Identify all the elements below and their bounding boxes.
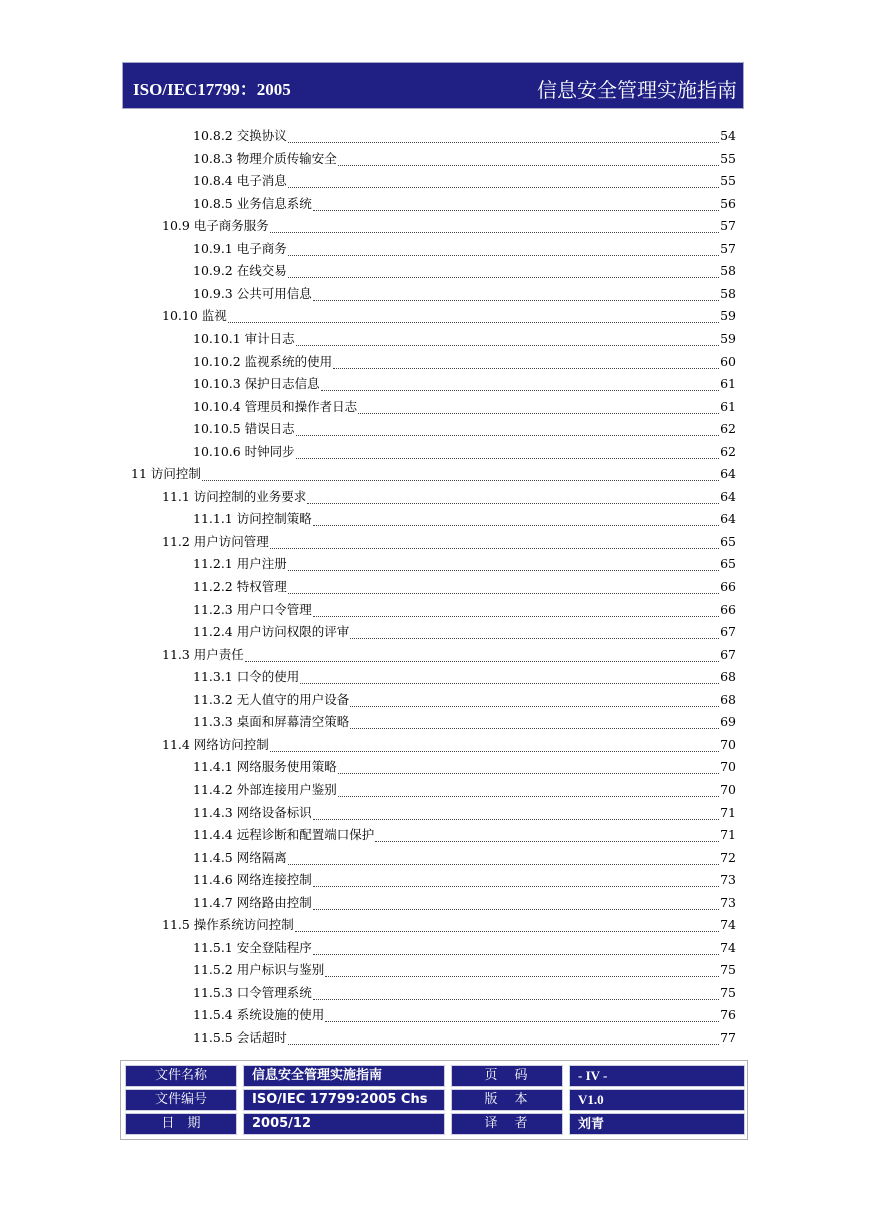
- footer-label-version: 版 本: [451, 1089, 563, 1111]
- toc-entry[interactable]: [193, 126, 736, 148]
- toc-entry-page: 60: [720, 354, 736, 369]
- toc-entry-page: 77: [720, 1030, 736, 1045]
- toc-entry-title: 10.10 监视: [162, 308, 227, 323]
- toc-entry-title: 10.9.3 公共可用信息: [193, 286, 312, 301]
- toc-entry-page: 55: [720, 173, 736, 188]
- toc-entry-title: 10.8.5 业务信息系统: [193, 196, 312, 211]
- toc-entry-page: 59: [720, 308, 736, 323]
- toc-leader-dots: [350, 728, 719, 729]
- toc-entry[interactable]: [193, 690, 736, 712]
- toc-entry-page: 67: [720, 647, 736, 662]
- toc-entry-page: 61: [720, 399, 736, 414]
- toc-leader-dots: [350, 638, 719, 639]
- toc-leader-dots: [333, 368, 719, 369]
- toc-leader-dots: [245, 661, 719, 662]
- toc-entry-page: 67: [720, 624, 736, 639]
- toc-entry-page: 74: [720, 940, 736, 955]
- toc-entry-title: 11.4.2 外部连接用户鉴别: [193, 782, 337, 797]
- toc-leader-dots: [338, 773, 719, 774]
- footer-label-page: 页 码: [451, 1065, 563, 1087]
- toc-entry[interactable]: [193, 893, 736, 915]
- toc-entry[interactable]: [162, 645, 736, 667]
- footer-value-filename: 信息安全管理实施指南: [243, 1065, 445, 1087]
- toc-entry-title: 11.5.1 安全登陆程序: [193, 940, 312, 955]
- toc-entry[interactable]: [193, 780, 736, 802]
- toc-leader-dots: [313, 954, 719, 955]
- toc-entry[interactable]: [193, 960, 736, 982]
- footer-value-translator: 刘青: [569, 1113, 745, 1135]
- toc-entry-page: 69: [720, 714, 736, 729]
- toc-entry-page: 71: [720, 805, 736, 820]
- toc-entry-page: 70: [720, 759, 736, 774]
- toc-entry[interactable]: [162, 735, 736, 757]
- toc-entry-title: 11.1.1 访问控制策略: [193, 511, 312, 526]
- toc-entry-page: 59: [720, 331, 736, 346]
- toc-leader-dots: [313, 909, 719, 910]
- toc-leader-dots: [338, 165, 719, 166]
- footer-label-translator: 译 者: [451, 1113, 563, 1135]
- toc-entry-title: 11.5.2 用户标识与鉴别: [193, 962, 325, 977]
- toc-entry-page: 56: [720, 196, 736, 211]
- toc-entry-title: 11.5.5 会话超时: [193, 1030, 287, 1045]
- toc-entry-title: 11.4 网络访问控制: [162, 737, 269, 752]
- toc-entry-title: 10.10.3 保护日志信息: [193, 376, 320, 391]
- document-footer: [120, 1060, 748, 1140]
- toc-entry-title: 11.2.4 用户访问权限的评审: [193, 624, 350, 639]
- toc-leader-dots: [338, 796, 719, 797]
- toc-entry-page: 64: [720, 511, 736, 526]
- toc-entry[interactable]: [193, 1028, 736, 1050]
- toc-leader-dots: [350, 706, 719, 707]
- toc-entry[interactable]: [193, 667, 736, 689]
- toc-entry-page: 55: [720, 151, 736, 166]
- toc-entry-title: 11.2.2 特权管理: [193, 579, 287, 594]
- toc-entry-page: 57: [720, 241, 736, 256]
- toc-leader-dots: [288, 255, 719, 256]
- toc-leader-dots: [325, 976, 719, 977]
- toc-entry[interactable]: [131, 464, 736, 486]
- toc-leader-dots: [321, 390, 719, 391]
- toc-entry[interactable]: [193, 397, 736, 419]
- toc-leader-dots: [296, 435, 719, 436]
- toc-entry[interactable]: [193, 757, 736, 779]
- toc-entry-page: 62: [720, 421, 736, 436]
- toc-leader-dots: [288, 570, 719, 571]
- toc-entry-title: 10.8.4 电子消息: [193, 173, 287, 188]
- footer-value-fileno: ISO/IEC 17799:2005 Chs: [243, 1089, 445, 1111]
- toc-entry-page: 61: [720, 376, 736, 391]
- toc-leader-dots: [296, 345, 719, 346]
- toc-entry[interactable]: [193, 239, 736, 261]
- toc-entry[interactable]: [193, 171, 736, 193]
- toc-leader-dots: [288, 1044, 719, 1045]
- toc-leader-dots: [313, 525, 719, 526]
- toc-entry[interactable]: [193, 622, 736, 644]
- toc-entry-page: 70: [720, 737, 736, 752]
- toc-entry-page: 65: [720, 556, 736, 571]
- toc-entry[interactable]: [162, 216, 736, 238]
- toc-entry-page: 66: [720, 579, 736, 594]
- toc-entry[interactable]: [193, 442, 736, 464]
- toc-entry-title: 11.3 用户责任: [162, 647, 244, 662]
- toc-entry-title: 10.10.6 时钟同步: [193, 444, 295, 459]
- toc-leader-dots: [313, 819, 719, 820]
- toc-entry-page: 58: [720, 263, 736, 278]
- toc-entry-page: 73: [720, 895, 736, 910]
- toc-entry[interactable]: [193, 600, 736, 622]
- toc-entry-title: 10.8.3 物理介质传输安全: [193, 151, 337, 166]
- toc-entry-title: 11.4.4 远程诊断和配置端口保护: [193, 827, 375, 842]
- toc-entry[interactable]: [193, 419, 736, 441]
- toc-entry-title: 11.2 用户访问管理: [162, 534, 269, 549]
- footer-value-page: - IV -: [569, 1065, 745, 1087]
- toc-entry[interactable]: [193, 374, 736, 396]
- footer-value-version: V1.0: [569, 1089, 745, 1111]
- footer-label-date: 日 期: [125, 1113, 237, 1135]
- toc-leader-dots: [270, 751, 719, 752]
- toc-leader-dots: [288, 277, 719, 278]
- toc-entry[interactable]: [193, 352, 736, 374]
- toc-entry[interactable]: [193, 712, 736, 734]
- toc-leader-dots: [313, 999, 719, 1000]
- toc-entry-page: 75: [720, 962, 736, 977]
- toc-entry-page: 72: [720, 850, 736, 865]
- toc-leader-dots: [313, 300, 719, 301]
- toc-entry[interactable]: [193, 577, 736, 599]
- toc-entry[interactable]: [193, 554, 736, 576]
- toc-leader-dots: [295, 931, 719, 932]
- toc-entry-title: 11.3.2 无人值守的用户设备: [193, 692, 350, 707]
- toc-entry-page: 76: [720, 1007, 736, 1022]
- toc-entry[interactable]: [162, 487, 736, 509]
- toc-entry-page: 74: [720, 917, 736, 932]
- toc-leader-dots: [288, 864, 719, 865]
- toc-entry-title: 10.9.2 在线交易: [193, 263, 287, 278]
- toc-entry-page: 68: [720, 692, 736, 707]
- toc-entry[interactable]: [193, 194, 736, 216]
- toc-entry-page: 64: [720, 466, 736, 481]
- toc-entry[interactable]: [162, 306, 736, 328]
- toc-entry-title: 11.4.7 网络路由控制: [193, 895, 312, 910]
- toc-leader-dots: [313, 616, 719, 617]
- toc-entry-page: 70: [720, 782, 736, 797]
- toc-entry-title: 11 访问控制: [131, 466, 201, 481]
- toc-entry-title: 11.5.3 口令管理系统: [193, 985, 312, 1000]
- toc-leader-dots: [296, 458, 719, 459]
- toc-entry[interactable]: [193, 825, 736, 847]
- toc-entry-title: 10.10.4 管理员和操作者日志: [193, 399, 358, 414]
- toc-leader-dots: [288, 187, 719, 188]
- toc-entry-title: 11.3.1 口令的使用: [193, 669, 300, 684]
- toc-entry[interactable]: [162, 915, 736, 937]
- toc-entry-title: 11.1 访问控制的业务要求: [162, 489, 307, 504]
- footer-label-filename: 文件名称: [125, 1065, 237, 1087]
- toc-entry-title: 11.4.6 网络连接控制: [193, 872, 312, 887]
- toc-entry-title: 11.4.1 网络服务使用策略: [193, 759, 337, 774]
- toc-entry-title: 10.9 电子商务服务: [162, 218, 269, 233]
- toc-entry-page: 75: [720, 985, 736, 1000]
- toc-entry-title: 11.2.3 用户口令管理: [193, 602, 312, 617]
- toc-leader-dots: [288, 593, 719, 594]
- toc-entry-title: 10.8.2 交换协议: [193, 128, 287, 143]
- toc-entry-title: 11.2.1 用户注册: [193, 556, 287, 571]
- toc-leader-dots: [270, 232, 719, 233]
- toc-entry[interactable]: [193, 803, 736, 825]
- toc-leader-dots: [313, 886, 719, 887]
- toc-entry-page: 66: [720, 602, 736, 617]
- toc-entry-page: 73: [720, 872, 736, 887]
- toc-entry-page: 64: [720, 489, 736, 504]
- document-title: 信息安全管理实施指南: [537, 78, 737, 102]
- toc-entry-page: 57: [720, 218, 736, 233]
- footer-value-date: 2005/12: [243, 1113, 445, 1135]
- toc-leader-dots: [375, 841, 719, 842]
- toc-leader-dots: [202, 480, 719, 481]
- toc-entry[interactable]: [193, 149, 736, 171]
- toc-leader-dots: [307, 503, 719, 504]
- toc-leader-dots: [270, 548, 719, 549]
- toc-entry-title: 11.5 操作系统访问控制: [162, 917, 294, 932]
- toc-entry-page: 68: [720, 669, 736, 684]
- toc-entry[interactable]: [193, 284, 736, 306]
- toc-entry-page: 54: [720, 128, 736, 143]
- toc-entry-page: 71: [720, 827, 736, 842]
- toc-leader-dots: [325, 1021, 719, 1022]
- toc-entry[interactable]: [193, 870, 736, 892]
- standard-title: ISO/IEC17799：2005: [133, 80, 291, 99]
- footer-label-fileno: 文件编号: [125, 1089, 237, 1111]
- toc-entry[interactable]: [193, 938, 736, 960]
- toc-leader-dots: [313, 210, 719, 211]
- toc-entry-title: 11.4.3 网络设备标识: [193, 805, 312, 820]
- toc-leader-dots: [228, 322, 719, 323]
- toc-entry[interactable]: [193, 1005, 736, 1027]
- toc-entry[interactable]: [193, 329, 736, 351]
- toc-entry-title: 10.10.5 错误日志: [193, 421, 295, 436]
- toc-entry-title: 11.4.5 网络隔离: [193, 850, 287, 865]
- toc-entry-title: 10.9.1 电子商务: [193, 241, 287, 256]
- toc-leader-dots: [300, 683, 719, 684]
- toc-entry[interactable]: [162, 532, 736, 554]
- toc-entry-page: 62: [720, 444, 736, 459]
- toc-entry-page: 65: [720, 534, 736, 549]
- toc-leader-dots: [358, 413, 719, 414]
- toc-entry[interactable]: [193, 983, 736, 1005]
- document-header: [122, 62, 744, 109]
- toc-entry-page: 58: [720, 286, 736, 301]
- toc-entry[interactable]: [193, 509, 736, 531]
- toc-leader-dots: [288, 142, 719, 143]
- toc-entry-title: 11.3.3 桌面和屏幕清空策略: [193, 714, 350, 729]
- toc-entry[interactable]: [193, 261, 736, 283]
- toc-entry[interactable]: [193, 848, 736, 870]
- toc-entry-title: 10.10.2 监视系统的使用: [193, 354, 333, 369]
- toc-entry-title: 11.5.4 系统设施的使用: [193, 1007, 325, 1022]
- toc-entry-title: 10.10.1 审计日志: [193, 331, 295, 346]
